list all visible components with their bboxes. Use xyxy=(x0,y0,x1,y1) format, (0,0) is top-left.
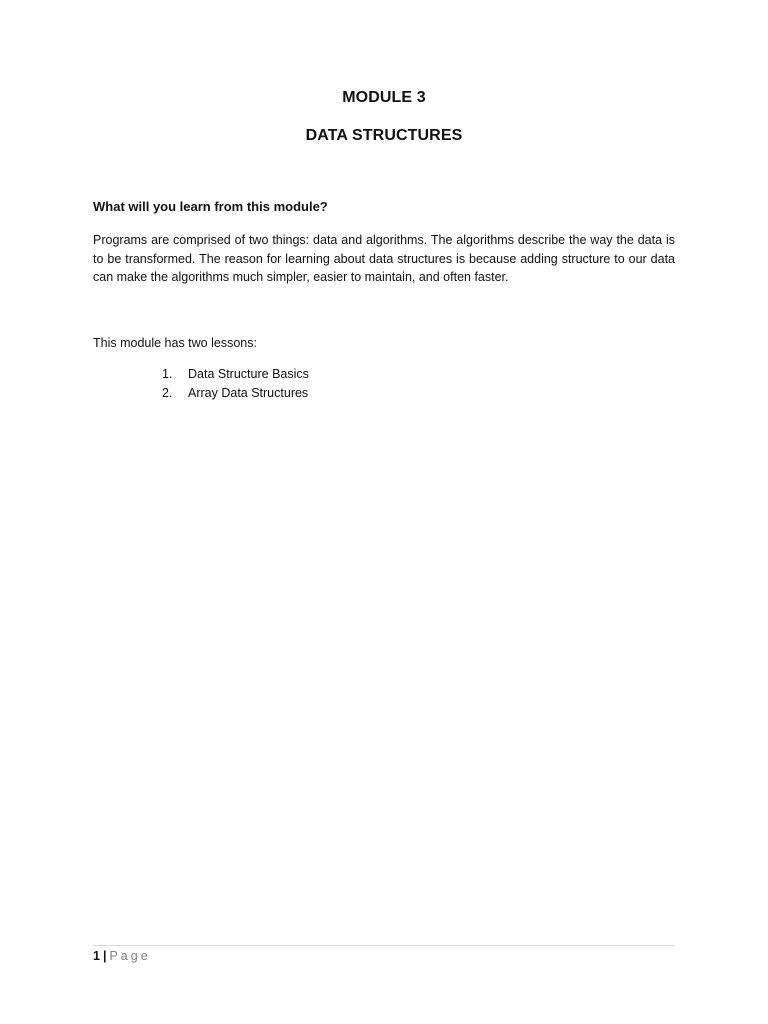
intro-paragraph: Programs are comprised of two things: data and algorithms. The algorithms describe the way the data is to be transformed. The reason for learning about data structures is because adding structure to our data can make the algorithms much simpler, easier to maintain, and often faster. xyxy=(93,233,675,284)
footer-separator: | xyxy=(102,949,107,963)
list-item xyxy=(160,384,309,403)
module-title: MODULE 3 xyxy=(342,89,426,106)
list-item-number: 2. xyxy=(162,386,173,400)
list-item-label: Array Data Structures xyxy=(188,386,309,400)
footer-divider xyxy=(93,945,675,946)
list-item-label: Data Structure Basics xyxy=(188,367,309,381)
lesson-list xyxy=(160,365,309,403)
section-question: What will you learn from this module? xyxy=(93,199,328,214)
list-item xyxy=(160,365,309,384)
page-word: Page xyxy=(109,949,151,963)
page-footer xyxy=(93,947,151,965)
lessons-intro: This module has two lessons: xyxy=(93,336,257,350)
page-number: 1 xyxy=(93,949,100,963)
list-item-number: 1. xyxy=(162,367,173,381)
module-subtitle: DATA STRUCTURES xyxy=(305,127,463,144)
